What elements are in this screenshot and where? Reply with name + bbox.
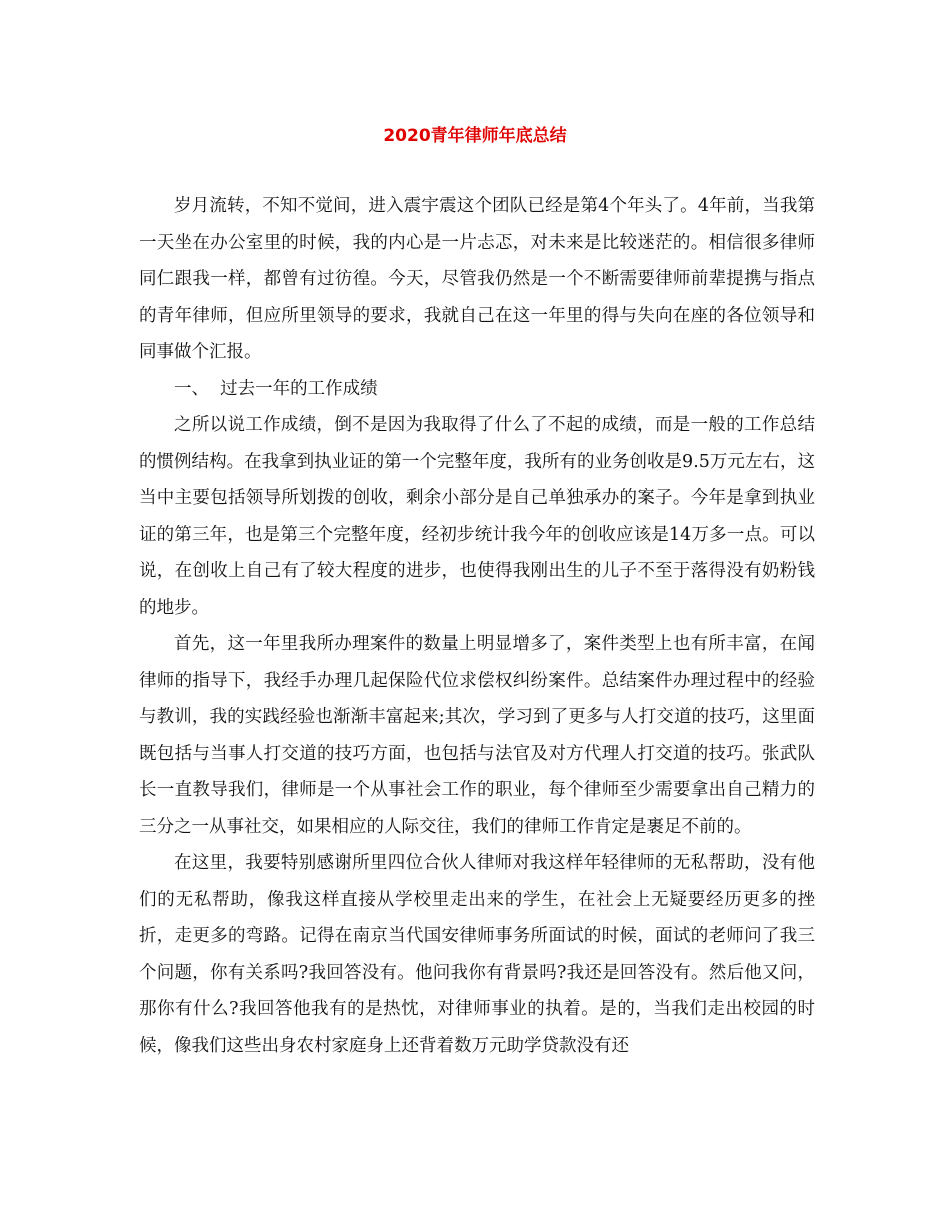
paragraph-thanks: 在这里，我要特别感谢所里四位合伙人律师对我这样年轻律师的无私帮助，没有他们的无私帮助，像我这样直接从学校里走出来的学生，在社会上无疑要经历更多的挫折，走更多的弯路。记得在南京当代国安律师事务所面试的时候，面试的老师问了我三个问题，你有关系吗?我回答没有。他问我你有背景吗?我还是回答没有。然后他又问，那你有什么?我回答他我有的是热忱，对律师事业的执着。是的，当我们走出校园的时候，像我们这些出身农村家庭身上还背着数万元助学贷款没有还 — [139, 853, 815, 1056]
document-title: 2020青年律师年底总结 — [383, 126, 567, 146]
document-body — [139, 188, 815, 1064]
paragraph-achievements: 之所以说工作成绩，倒不是因为我取得了什么了不起的成绩，而是一般的工作总结的惯例结构。在我拿到执业证的第一个完整年度，我所有的业务创收是9.5万元左右，这当中主要包括领导所划拨的创收，剩余小部分是自己单独承办的案子。今年是拿到执业证的第三年，也是第三个完整年度，经初步统计我今年的创收应该是14万多一点。可以说，在创收上自己有了较大程度的进步，也使得我刚出生的儿子不至于落得没有奶粉钱的地步。 — [139, 415, 815, 618]
section-heading: 一、 过去一年的工作成绩 — [174, 378, 378, 399]
paragraph-intro: 岁月流转，不知不觉间，进入震宇震这个团队已经是第4个年头了。4年前，当我第一天坐在办公室里的时候，我的内心是一片忐忑，对未来是比较迷茫的。相信很多律师同仁跟我一样，都曾有过彷徨。今天，尽管我仍然是一个不断需要律师前辈提携与指点的青年律师，但应所里领导的要求，我就自己在这一年里的得与失向在座的各位领导和同事做个汇报。 — [139, 196, 815, 362]
paragraph-first-second: 首先，这一年里我所办理案件的数量上明显增多了，案件类型上也有所丰富，在闻律师的指导下，我经手办理几起保险代位求偿权纠纷案件。总结案件办理过程中的经验与教训，我的实践经验也渐渐丰富起来;其次，学习到了更多与人打交道的技巧，这里面既包括与当事人打交道的技巧方面，也包括与法官及对方代理人打交道的技巧。张武队长一直教导我们，律师是一个从事社会工作的职业，每个律师至少需要拿出自己精力的三分之一从事社交，如果相应的人际交往，我们的律师工作肯定是裹足不前的。 — [139, 634, 815, 837]
